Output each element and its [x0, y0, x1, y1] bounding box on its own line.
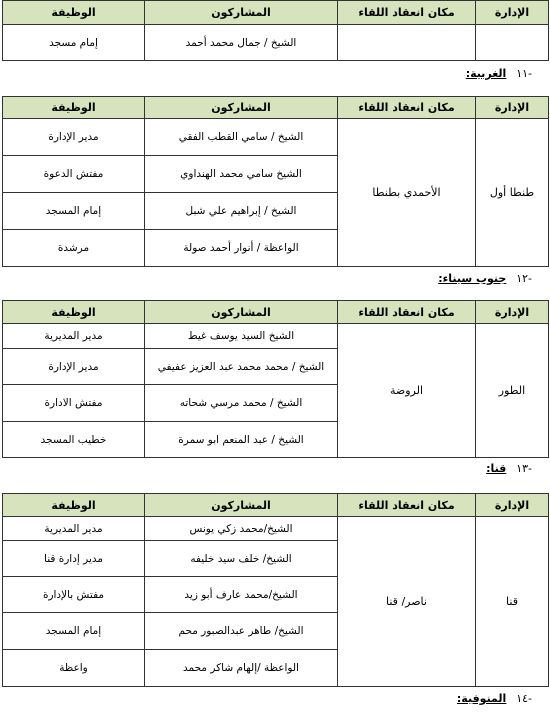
- section-name: الغربية:: [465, 67, 507, 80]
- table-row: [3, 25, 549, 61]
- section-title-12: [438, 272, 532, 285]
- table-row: [3, 324, 549, 349]
- header-participants: المشاركون: [145, 97, 338, 119]
- section-number: -١٢: [516, 272, 532, 285]
- admin-cell: قنا: [476, 517, 549, 687]
- header-job: الوظيفة: [3, 1, 145, 25]
- participant-cell: الشيخ / سامي القطب الفقي: [145, 119, 338, 156]
- participant-cell: الواعظة /إلهام شاكر محمد: [145, 650, 338, 687]
- table-row: [3, 517, 549, 541]
- venue-cell: ناصر/ قنا: [338, 517, 476, 687]
- job-cell: مفتش الدعوة: [3, 156, 145, 193]
- participant-cell: الشيخ/ خلف سيد خليفه: [145, 541, 338, 577]
- table-continued: [2, 0, 549, 61]
- job-cell: مرشدة: [3, 230, 145, 267]
- table-header-row: [3, 494, 549, 517]
- participant-cell: الشيخ السيد يوسف غيط: [145, 324, 338, 349]
- table-section-11: [2, 96, 549, 267]
- header-venue: مكان انعقاد اللقاء: [338, 1, 476, 25]
- section-name: جنوب سيناء:: [438, 272, 507, 285]
- header-admin: الإدارة: [476, 1, 549, 25]
- section-number: -١٤: [516, 692, 532, 705]
- header-admin: الإدارة: [476, 301, 549, 324]
- table-section-13: [2, 493, 549, 687]
- admin-cell: [476, 25, 549, 61]
- admin-cell: الطور: [476, 324, 549, 458]
- participant-cell: الشيخ / إبراهيم علي شبل: [145, 193, 338, 230]
- participant-cell: الشيخ / محمد محمد عبد العزيز عفيفي: [145, 349, 338, 385]
- job-cell: إمام المسجد: [3, 613, 145, 650]
- section-name: المنوفية:: [456, 692, 507, 705]
- header-venue: مكان انعقاد اللقاء: [338, 301, 476, 324]
- job-cell: خطيب المسجد: [3, 422, 145, 458]
- participant-cell: الشيخ/محمد زكي يونس: [145, 517, 338, 541]
- venue-cell: الأحمدي بطنطا: [338, 119, 476, 267]
- section-title-11: [466, 67, 532, 80]
- header-participants: المشاركون: [145, 1, 338, 25]
- table-header-row: [3, 97, 549, 119]
- job-cell: مدير الإدارة: [3, 349, 145, 385]
- section-name: قنا:: [486, 462, 507, 475]
- job-cell: واعظة: [3, 650, 145, 687]
- job-cell: مدير المديرية: [3, 517, 145, 541]
- header-job: الوظيفة: [3, 301, 145, 324]
- participant-cell: الشيخ / محمد مرسي شحاته: [145, 385, 338, 422]
- job-cell: إمام مسجد: [3, 25, 145, 61]
- venue-cell: الروضة: [338, 324, 476, 458]
- participant-cell: الشيخ/ طاهر عبدالصبور محم: [145, 613, 338, 650]
- participant-cell: الشيخ / جمال محمد أحمد: [145, 25, 338, 61]
- section-number: -١١: [516, 67, 532, 80]
- header-participants: المشاركون: [145, 301, 338, 324]
- table-row: [3, 119, 549, 156]
- job-cell: مفتش بالإدارة: [3, 577, 145, 613]
- job-cell: مدير الإدارة: [3, 119, 145, 156]
- header-admin: الإدارة: [476, 97, 549, 119]
- admin-cell: طنطا أول: [476, 119, 549, 267]
- table-section-12: [2, 300, 549, 458]
- table-header-row: [3, 1, 549, 25]
- header-participants: المشاركون: [145, 494, 338, 517]
- job-cell: مدير المديرية: [3, 324, 145, 349]
- section-title-14: [457, 692, 532, 705]
- participant-cell: الشيخ / عبد المنعم ابو سمرة: [145, 422, 338, 458]
- job-cell: مفتش الادارة: [3, 385, 145, 422]
- participant-cell: الشيخ سامي محمد الهنداوي: [145, 156, 338, 193]
- job-cell: مدير إدارة قنا: [3, 541, 145, 577]
- section-number: -١٣: [516, 462, 532, 475]
- header-job: الوظيفة: [3, 494, 145, 517]
- header-venue: مكان انعقاد اللقاء: [338, 97, 476, 119]
- participant-cell: الشيخ/محمد عارف أبو زيد: [145, 577, 338, 613]
- header-venue: مكان انعقاد اللقاء: [338, 494, 476, 517]
- table-header-row: [3, 301, 549, 324]
- header-admin: الإدارة: [476, 494, 549, 517]
- venue-cell: [338, 25, 476, 61]
- header-job: الوظيفة: [3, 97, 145, 119]
- participant-cell: الواعظة / أنوار أحمد صولة: [145, 230, 338, 267]
- job-cell: إمام المسجد: [3, 193, 145, 230]
- section-title-13: [486, 462, 532, 475]
